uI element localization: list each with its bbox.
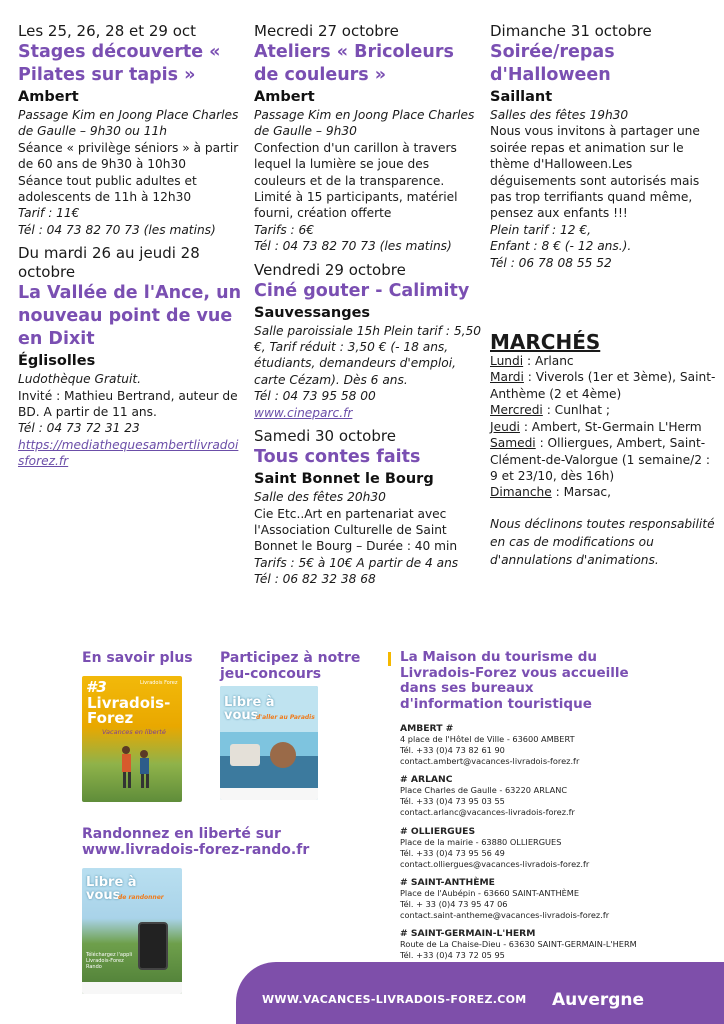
market-item: Mercredi : Cunlhat ; bbox=[490, 403, 610, 418]
office-arlanc: # ARLANC Place Charles de Gaulle - 63220 ARLANC Tél. +33 (0)4 73 95 03 55 contact.arlanc@vacances-livradois-forez.fr bbox=[400, 774, 575, 817]
event-desc: Confection d'un carillon à travers lequel la lumière se joue des couleurs et de la transparence. Limité à 15 participants, matériel fourni, création offerte bbox=[254, 140, 458, 221]
office-saint-germain: # SAINT-GERMAIN-L'HERM Route de La Chaise-Dieu - 63630 SAINT-GERMAIN-L'HERM Tél. +33 (0)4 73 72 05 95 bbox=[400, 928, 637, 960]
market-item: Samedi : Olliergues, Ambert, Saint-Clément-de-Valorgue (1 semaine/2 : 9 et 23/10, dès 16h) bbox=[490, 436, 710, 483]
event-title: Tous contes faits bbox=[254, 447, 421, 468]
rando-cover[interactable]: Libre à vous de randonner Téléchargez l'appli Livradois-Forez Rando bbox=[82, 868, 182, 994]
event-dixit bbox=[18, 244, 244, 469]
event-location: Salle des fêtes 20h30 bbox=[254, 490, 386, 505]
event-tarif: Plein tarif : 12 €, bbox=[490, 222, 592, 237]
office-saint-antheme: # SAINT-ANTHÈME Place de l'Aubépin - 63660 SAINT-ANTHÈME Tél. + 33 (0)4 73 95 47 06 contact.saint-antheme@vacances-livradois-forez.fr bbox=[400, 877, 610, 920]
event-date: Du mardi 26 au jeudi 28 octobre bbox=[18, 244, 200, 282]
event-tel: Tél : 04 73 72 31 23 bbox=[18, 421, 140, 436]
en-savoir-plus-heading: En savoir plus bbox=[82, 650, 193, 666]
event-link[interactable]: https://mediathequesambertlivradoisforez.fr bbox=[18, 437, 239, 469]
event-title: La Vallée de l'Ance, un nouveau point de vue en Dixit bbox=[18, 283, 242, 350]
event-title: Ciné gouter - Calimity bbox=[254, 280, 470, 301]
event-tarif: Enfant : 8 € (- 12 ans.). bbox=[490, 239, 632, 254]
event-title: Ateliers « Bricoleurs de couleurs » bbox=[254, 42, 454, 85]
magazine-cover-livradois[interactable]: #3 Livradois Forez Livradois- Forez Vacances en liberté bbox=[82, 676, 182, 802]
markets-title: MARCHÉS bbox=[490, 330, 601, 355]
office-olliergues: # OLLIERGUES Place de la mairie - 63880 OLLIERGUES Tél. +33 (0)4 73 95 56 49 contact.olliergues@vacances-livradois-forez.fr bbox=[400, 826, 590, 869]
event-date: Vendredi 29 octobre bbox=[254, 260, 406, 279]
jeu-concours-cover[interactable]: Libre à vous d'aller au Paradis bbox=[220, 686, 318, 800]
accent-bar bbox=[388, 652, 391, 666]
event-place: Sauvessanges bbox=[254, 304, 371, 321]
event-location: Ludothèque Gratuit. bbox=[18, 372, 142, 387]
event-halloween bbox=[490, 22, 716, 271]
event-contes bbox=[254, 427, 482, 587]
event-place: Églisolles bbox=[18, 353, 96, 370]
event-desc: Séance tout public adultes et adolescents de 11h à 12h30 bbox=[18, 173, 197, 205]
event-date: Les 25, 26, 28 et 29 oct bbox=[18, 22, 197, 40]
event-tarif: Tarifs : 5€ à 10€ A partir de 4 ans bbox=[254, 555, 459, 570]
event-tel: Tél : 06 78 08 55 52 bbox=[490, 255, 612, 270]
event-date: Dimanche 31 octobre bbox=[490, 22, 652, 40]
event-date: Mecredi 27 octobre bbox=[254, 22, 399, 40]
event-place: Ambert bbox=[18, 89, 79, 105]
event-desc: Cie Etc..Art en partenariat avec l'Association Culturelle de Saint Bonnet le Bourg – Durée : 40 min bbox=[254, 506, 458, 554]
market-item: Mardi : Viverols (1er et 3ème), Saint-Anthème (2 et 4ème) bbox=[490, 370, 716, 401]
event-place: Ambert bbox=[254, 89, 315, 105]
event-desc: Invité : Mathieu Bertrand, auteur de BD. A partir de 11 ans. bbox=[18, 388, 238, 420]
event-pilates bbox=[18, 22, 244, 238]
hikers-image bbox=[112, 742, 162, 800]
event-title: Soirée/repas d'Halloween bbox=[490, 42, 615, 85]
maison-heading: La Maison du tourisme du Livradois-Forez vous accueille dans ses bureaux d'information touristique bbox=[400, 649, 629, 712]
jeu-concours-heading: Participez à notre jeu-concours bbox=[220, 650, 361, 682]
event-tel: Tél : 06 82 32 38 68 bbox=[254, 572, 376, 587]
event-link[interactable]: www.cineparc.fr bbox=[254, 405, 353, 420]
market-item: Dimanche : Marsac, bbox=[490, 485, 612, 500]
randonnez-heading: Randonnez en liberté sur www.livradois-forez-rando.fr bbox=[82, 826, 310, 858]
event-location: Passage Kim en Joong Place Charles de Gaulle – 9h30 bbox=[254, 108, 475, 139]
event-location: Salles des fêtes 19h30 bbox=[490, 108, 629, 122]
column-2 bbox=[254, 22, 482, 594]
market-item: Jeudi : Ambert, St-Germain L'Herm bbox=[490, 419, 702, 434]
event-tarif: Tarif : 11€ bbox=[18, 206, 80, 221]
auvergne-logo: Auvergne bbox=[552, 990, 645, 1010]
market-item: Lundi : Arlanc bbox=[490, 354, 574, 369]
event-date: Samedi 30 octobre bbox=[254, 427, 396, 446]
event-location: Passage Kim en Joong Place Charles de Gaulle – 9h30 ou 11h bbox=[18, 108, 239, 139]
event-tel: Tél : 04 73 82 70 73 (les matins) bbox=[254, 239, 452, 254]
footer-url[interactable]: WWW.VACANCES-LIVRADOIS-FOREZ.COM bbox=[262, 993, 527, 1006]
event-title: Stages découverte « Pilates sur tapis » bbox=[18, 42, 221, 85]
column-3 bbox=[490, 22, 716, 581]
event-place: Saillant bbox=[490, 89, 553, 105]
event-tarif: Tarifs : 6€ bbox=[254, 222, 315, 237]
column-1 bbox=[18, 22, 244, 476]
event-tel: Tél : 04 73 95 58 00 bbox=[254, 389, 376, 404]
event-cine bbox=[254, 261, 482, 421]
event-tel: Tél : 04 73 82 70 73 (les matins) bbox=[18, 222, 216, 237]
markets-section bbox=[490, 331, 716, 569]
event-location: Salle paroissiale 15h Plein tarif : 5,50 €, Tarif réduit : 3,50 € (- 18 ans, étudiants, demandeurs d'emploi, carte Cézam). Dès 6 ans. bbox=[254, 323, 481, 387]
office-ambert: AMBERT # 4 place de l'Hôtel de Ville - 63600 AMBERT Tél. +33 (0)4 73 82 61 90 contact.ambert@vacances-livradois-forez.fr bbox=[400, 723, 580, 766]
disclaimer: Nous déclinons toutes responsabilité en cas de modifications ou d'annulations d'animations. bbox=[490, 516, 715, 567]
event-place: Saint Bonnet le Bourg bbox=[254, 471, 434, 488]
event-bricoleurs bbox=[254, 22, 482, 255]
event-desc: Séance « privilège séniors » à partir de 60 ans de 9h30 à 10h30 bbox=[18, 140, 239, 172]
event-desc: Nous vous invitons à partager une soirée repas et animation sur le thème d'Halloween.Les déguisements sont autorisés mais pas trop terrifiants quand même, pensez aux enfants !!! bbox=[490, 124, 700, 221]
